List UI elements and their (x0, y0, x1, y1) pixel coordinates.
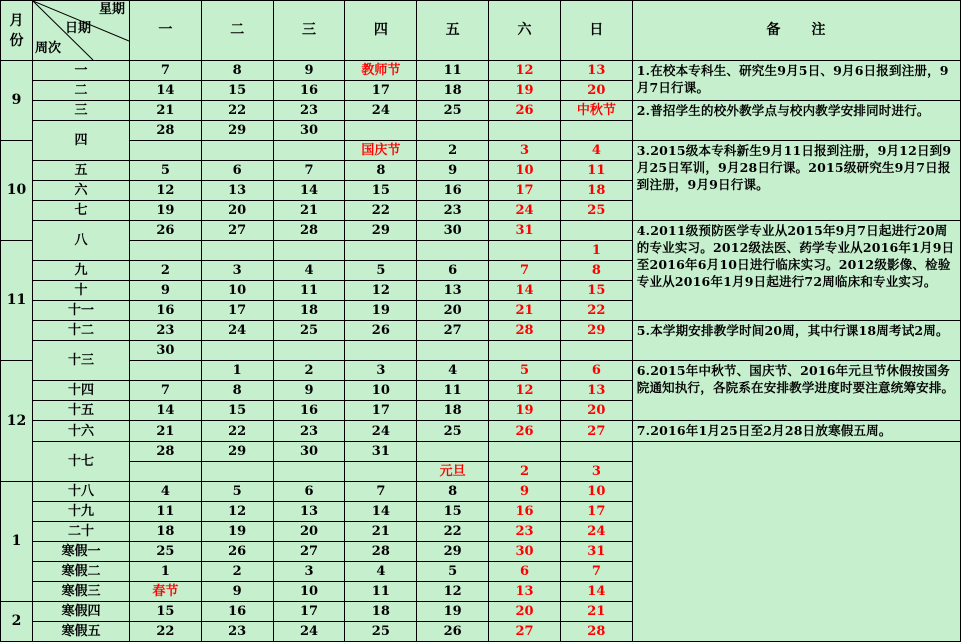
month-cell: 9 (1, 61, 33, 141)
day-cell (201, 241, 273, 261)
day-cell: 7 (129, 381, 201, 401)
day-cell: 15 (560, 281, 632, 301)
day-cell: 27 (489, 622, 561, 642)
day-cell (417, 241, 489, 261)
day-cell: 21 (560, 602, 632, 622)
day-cell: 13 (560, 381, 632, 401)
month-header-label-1: 月 (9, 12, 24, 29)
day-cell: 14 (345, 502, 417, 522)
day-cell (201, 341, 273, 361)
day-cell: 21 (129, 101, 201, 121)
day-cell (560, 121, 632, 141)
week-cell: 九 (32, 261, 129, 281)
day-cell: 4 (345, 562, 417, 582)
day-cell: 7 (273, 161, 345, 181)
month-header-label-2: 份 (9, 32, 24, 49)
day-cell: 9 (201, 582, 273, 602)
note-cell (632, 442, 960, 642)
day-cell: 2 (201, 562, 273, 582)
day-cell: 12 (417, 582, 489, 602)
note-text: 2.普招学生的校外教学点与校内教学安排同时进行。 (636, 103, 930, 118)
week-cell: 八 (32, 221, 129, 261)
day-cell: 24 (345, 101, 417, 121)
day-cell: 11 (560, 161, 632, 181)
day-cell: 25 (417, 421, 489, 442)
day-cell (129, 361, 201, 381)
day-cell (345, 341, 417, 361)
day-cell: 6 (201, 161, 273, 181)
day-header-sat: 六 (489, 1, 561, 61)
day-cell: 11 (417, 381, 489, 401)
week-cell: 七 (32, 201, 129, 221)
day-cell: 31 (345, 442, 417, 462)
day-cell: 3 (273, 562, 345, 582)
day-cell: 25 (345, 622, 417, 642)
day-cell: 20 (560, 401, 632, 421)
day-cell: 26 (417, 622, 489, 642)
day-cell: 22 (201, 101, 273, 121)
day-cell (345, 121, 417, 141)
calendar-row (1, 61, 961, 81)
week-cell: 十二 (32, 321, 129, 341)
calendar-row (1, 321, 961, 341)
day-cell: 15 (417, 502, 489, 522)
day-cell: 12 (201, 502, 273, 522)
day-cell: 春节 (129, 582, 201, 602)
day-cell (201, 462, 273, 482)
day-cell (417, 341, 489, 361)
month-cell: 1 (1, 482, 33, 602)
day-cell: 7 (489, 261, 561, 281)
calendar-row (1, 221, 961, 241)
day-cell: 17 (201, 301, 273, 321)
day-cell: 24 (345, 421, 417, 442)
week-cell: 十一 (32, 301, 129, 321)
day-cell: 30 (129, 341, 201, 361)
day-cell: 29 (560, 321, 632, 341)
corner-header-cell (32, 1, 129, 61)
day-cell: 19 (345, 301, 417, 321)
day-cell: 21 (489, 301, 561, 321)
day-cell: 9 (489, 482, 561, 502)
day-cell: 27 (273, 542, 345, 562)
day-cell: 14 (489, 281, 561, 301)
day-cell: 21 (273, 201, 345, 221)
calendar-row (1, 141, 961, 161)
day-cell: 12 (489, 381, 561, 401)
day-cell: 6 (560, 361, 632, 381)
day-cell: 15 (129, 602, 201, 622)
day-cell (345, 462, 417, 482)
day-cell: 25 (560, 201, 632, 221)
calendar-row (1, 421, 961, 442)
day-cell: 22 (345, 201, 417, 221)
day-cell: 11 (129, 502, 201, 522)
day-cell: 3 (489, 141, 561, 161)
day-cell: 20 (273, 522, 345, 542)
day-cell: 28 (345, 542, 417, 562)
day-cell (417, 121, 489, 141)
day-cell: 17 (345, 401, 417, 421)
day-cell: 30 (417, 221, 489, 241)
month-header-cell (1, 1, 33, 61)
day-cell: 21 (129, 421, 201, 442)
day-cell: 30 (489, 542, 561, 562)
day-cell: 25 (417, 101, 489, 121)
day-cell: 5 (201, 482, 273, 502)
day-cell: 6 (273, 482, 345, 502)
day-cell: 22 (560, 301, 632, 321)
note-cell (632, 221, 960, 321)
day-cell: 2 (129, 261, 201, 281)
day-cell: 13 (560, 61, 632, 81)
day-cell: 23 (129, 321, 201, 341)
day-cell: 13 (273, 502, 345, 522)
day-cell: 2 (273, 361, 345, 381)
week-cell: 四 (32, 121, 129, 161)
day-cell: 23 (489, 522, 561, 542)
day-cell: 4 (417, 361, 489, 381)
header-row (1, 1, 961, 61)
note-cell (632, 141, 960, 221)
note-cell (632, 61, 960, 101)
day-cell: 28 (273, 221, 345, 241)
day-cell: 28 (129, 121, 201, 141)
day-cell: 13 (417, 281, 489, 301)
day-cell: 中秋节 (560, 101, 632, 121)
day-cell: 10 (489, 161, 561, 181)
day-cell: 18 (273, 301, 345, 321)
day-cell: 14 (129, 401, 201, 421)
day-cell (345, 241, 417, 261)
day-cell: 19 (417, 602, 489, 622)
day-cell (273, 462, 345, 482)
corner-week-label: 周次 (34, 41, 61, 56)
day-cell: 19 (489, 401, 561, 421)
calendar-row (1, 361, 961, 381)
day-cell: 元旦 (417, 462, 489, 482)
day-cell: 17 (560, 502, 632, 522)
day-cell: 16 (417, 181, 489, 201)
day-cell: 13 (201, 181, 273, 201)
day-cell: 8 (417, 482, 489, 502)
day-cell: 22 (201, 421, 273, 442)
day-cell (273, 341, 345, 361)
week-cell: 寒假三 (32, 582, 129, 602)
day-cell: 5 (417, 562, 489, 582)
day-cell: 29 (345, 221, 417, 241)
month-cell: 10 (1, 141, 33, 241)
day-cell: 3 (201, 261, 273, 281)
calendar-row (1, 101, 961, 121)
day-cell: 30 (273, 121, 345, 141)
week-cell: 寒假五 (32, 622, 129, 642)
day-cell: 8 (201, 381, 273, 401)
week-cell: 五 (32, 161, 129, 181)
note-text: 4.2011级预防医学专业从2015年9月7日起进行20周的专业实习。2012级法医、药学专业从2016年1月9日至2016年6月10日进行临床实习。2012级影像、检验专业从2016年1月9日起进行72周临床和专业实习。 (636, 223, 955, 289)
week-cell: 十五 (32, 401, 129, 421)
day-cell: 26 (129, 221, 201, 241)
day-cell: 19 (489, 81, 561, 101)
day-cell: 10 (345, 381, 417, 401)
day-cell (489, 241, 561, 261)
day-cell: 6 (489, 562, 561, 582)
day-cell (489, 121, 561, 141)
note-cell (632, 321, 960, 361)
day-cell: 7 (345, 482, 417, 502)
week-cell: 二 (32, 81, 129, 101)
day-cell: 10 (201, 281, 273, 301)
day-cell: 20 (489, 602, 561, 622)
day-header-sun: 日 (560, 1, 632, 61)
day-cell: 26 (489, 421, 561, 442)
day-cell: 9 (273, 61, 345, 81)
day-cell: 27 (417, 321, 489, 341)
day-cell: 12 (129, 181, 201, 201)
week-cell: 寒假四 (32, 602, 129, 622)
day-cell: 18 (417, 401, 489, 421)
day-cell: 15 (201, 81, 273, 101)
day-header-tue: 二 (201, 1, 273, 61)
day-cell: 8 (560, 261, 632, 281)
day-cell: 教师节 (345, 61, 417, 81)
day-cell: 29 (201, 442, 273, 462)
day-cell: 28 (129, 442, 201, 462)
day-cell: 28 (560, 622, 632, 642)
note-cell (632, 101, 960, 141)
day-cell: 7 (129, 61, 201, 81)
day-cell: 18 (560, 181, 632, 201)
day-cell: 14 (560, 582, 632, 602)
day-cell: 27 (560, 421, 632, 442)
day-cell: 4 (560, 141, 632, 161)
week-cell: 一 (32, 61, 129, 81)
day-cell: 21 (345, 522, 417, 542)
day-cell: 22 (417, 522, 489, 542)
day-cell: 16 (129, 301, 201, 321)
day-cell: 11 (273, 281, 345, 301)
day-cell: 27 (201, 221, 273, 241)
day-cell (201, 141, 273, 161)
day-cell (273, 141, 345, 161)
day-cell: 2 (417, 141, 489, 161)
day-cell (417, 442, 489, 462)
day-cell (560, 341, 632, 361)
day-cell: 19 (201, 522, 273, 542)
day-cell (273, 241, 345, 261)
week-cell: 十三 (32, 341, 129, 381)
day-cell: 23 (273, 101, 345, 121)
day-cell: 16 (489, 502, 561, 522)
day-cell: 15 (201, 401, 273, 421)
day-cell: 12 (345, 281, 417, 301)
day-cell: 9 (417, 161, 489, 181)
note-text: 7.2016年1月25日至2月28日放寒假五周。 (636, 423, 892, 438)
week-cell: 寒假二 (32, 562, 129, 582)
day-cell: 10 (560, 482, 632, 502)
week-cell: 二十 (32, 522, 129, 542)
note-text: 1.在校本专科生、研究生9月5日、9月6日报到注册，9月7日行课。 (636, 63, 949, 95)
day-cell: 1 (201, 361, 273, 381)
day-cell: 14 (273, 181, 345, 201)
day-cell: 18 (129, 522, 201, 542)
note-cell (632, 361, 960, 421)
day-cell (489, 442, 561, 462)
day-cell: 29 (417, 542, 489, 562)
day-cell: 24 (201, 321, 273, 341)
day-cell: 25 (129, 542, 201, 562)
day-header-mon: 一 (129, 1, 201, 61)
week-cell: 十八 (32, 482, 129, 502)
week-cell: 十六 (32, 421, 129, 442)
day-cell: 29 (201, 121, 273, 141)
day-cell: 28 (489, 321, 561, 341)
day-header-wed: 三 (273, 1, 345, 61)
day-cell: 1 (560, 241, 632, 261)
day-cell: 19 (129, 201, 201, 221)
day-cell: 24 (273, 622, 345, 642)
day-cell: 6 (417, 261, 489, 281)
day-cell: 15 (345, 181, 417, 201)
day-cell: 16 (273, 401, 345, 421)
day-cell: 13 (489, 582, 561, 602)
day-cell (129, 462, 201, 482)
week-cell: 寒假一 (32, 542, 129, 562)
day-cell: 5 (489, 361, 561, 381)
day-cell: 7 (560, 562, 632, 582)
calendar-row (1, 442, 961, 462)
day-cell: 8 (201, 61, 273, 81)
day-cell (560, 442, 632, 462)
day-cell: 11 (417, 61, 489, 81)
day-header-fri: 五 (417, 1, 489, 61)
week-cell: 十九 (32, 502, 129, 522)
day-cell: 国庆节 (345, 141, 417, 161)
day-cell (129, 241, 201, 261)
day-cell: 20 (417, 301, 489, 321)
day-cell: 20 (560, 81, 632, 101)
day-cell: 12 (489, 61, 561, 81)
note-cell (632, 421, 960, 442)
day-cell: 18 (345, 602, 417, 622)
note-text: 5.本学期安排教学时间20周，其中行课18周考试2周。 (636, 323, 949, 338)
day-cell: 3 (560, 462, 632, 482)
day-cell: 9 (273, 381, 345, 401)
day-cell: 8 (345, 161, 417, 181)
day-cell: 4 (129, 482, 201, 502)
day-cell: 9 (129, 281, 201, 301)
notes-header: 备 注 (632, 1, 960, 61)
day-cell: 1 (129, 562, 201, 582)
day-cell (560, 221, 632, 241)
day-cell: 23 (273, 421, 345, 442)
day-cell: 16 (201, 602, 273, 622)
day-cell: 23 (417, 201, 489, 221)
day-cell: 26 (345, 321, 417, 341)
day-cell: 10 (273, 582, 345, 602)
note-text: 6.2015年中秋节、国庆节、2016年元旦节休假按国务院通知执行，各院系在安排教学进度时要注意统筹安排。 (636, 363, 955, 395)
day-cell: 4 (273, 261, 345, 281)
day-cell: 3 (345, 361, 417, 381)
month-cell: 2 (1, 602, 33, 642)
week-cell: 十四 (32, 381, 129, 401)
day-cell: 30 (273, 442, 345, 462)
day-cell: 20 (201, 201, 273, 221)
week-cell: 十七 (32, 442, 129, 482)
week-cell: 六 (32, 181, 129, 201)
day-cell: 11 (345, 582, 417, 602)
day-cell: 31 (560, 542, 632, 562)
day-cell: 31 (489, 221, 561, 241)
corner-weekday-label: 星期 (98, 2, 125, 17)
week-cell: 十 (32, 281, 129, 301)
note-text: 3.2015级本专科新生9月11日报到注册，9月12日到9月25日军训，9月28日行课。2015级研究生9月7日报到注册，9月9日行课。 (636, 143, 952, 192)
day-cell: 25 (273, 321, 345, 341)
day-cell: 26 (489, 101, 561, 121)
day-cell (129, 141, 201, 161)
week-cell: 三 (32, 101, 129, 121)
day-cell: 17 (273, 602, 345, 622)
day-cell: 17 (489, 181, 561, 201)
day-cell: 2 (489, 462, 561, 482)
day-cell: 17 (345, 81, 417, 101)
day-cell: 18 (417, 81, 489, 101)
month-cell: 12 (1, 361, 33, 482)
month-cell: 11 (1, 241, 33, 361)
day-cell: 5 (345, 261, 417, 281)
day-cell: 26 (201, 542, 273, 562)
day-cell: 24 (489, 201, 561, 221)
day-cell: 5 (129, 161, 201, 181)
day-cell: 14 (129, 81, 201, 101)
day-cell: 23 (201, 622, 273, 642)
day-cell: 22 (129, 622, 201, 642)
day-cell: 24 (560, 522, 632, 542)
day-cell (489, 341, 561, 361)
corner-date-label: 日期 (64, 21, 91, 36)
day-header-thu: 四 (345, 1, 417, 61)
day-cell: 16 (273, 81, 345, 101)
